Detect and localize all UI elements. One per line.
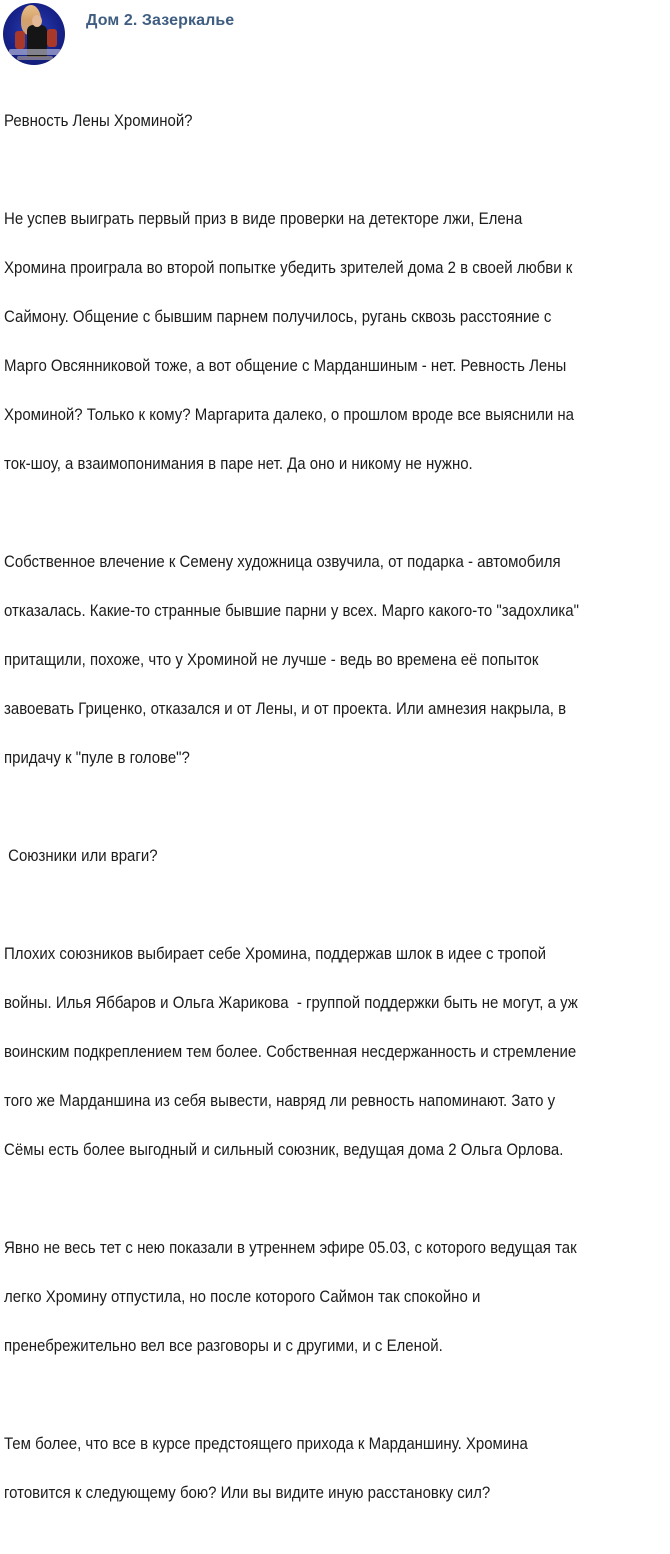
text-line: Плохих союзников выбирает себе Хромина, поддержав шлок в идее с тропой [4,944,546,963]
avatar-logo-subtext-icon [17,56,53,60]
text-line: Явно не весь тет с нею показали в утреннем эфире 05.03, с которого ведущая так [4,1238,577,1257]
avatar-chair-icon [15,31,25,49]
text-line: того же Марданшина из себя вывести, навряд ли ревность напоминают. Зато у [4,1091,556,1110]
paragraph-3 [4,917,668,1187]
post-header [0,0,670,70]
text-line: Не успев выиграть первый приз в виде проверки на детекторе лжи, Елена [4,209,523,228]
text-line: воинским подкреплением тем более. Собственная несдержанность и стремление [4,1042,577,1061]
text-line: завоевать Гриценко, отказался и от Лены, и от проекта. Или амнезия накрыла, в [4,699,567,718]
text-line: Тем более, что все в курсе предстоящего прихода к Марданшину. Хромина [4,1434,528,1453]
paragraph-2 [4,525,668,795]
article-title-text: Ревность Лены Хроминой? [4,111,193,130]
avatar-logo-text-icon [9,49,61,55]
avatar-figure-man-head-icon [32,15,42,27]
text-line: притащили, похоже, что у Хроминой не лучше - ведь во времена её попыток [4,650,539,669]
text-line: Хромина проиграла во второй попытке убедить зрителей дома 2 в своей любви к [4,258,573,277]
text-line: Собственное влечение к Семену художница озвучила, от подарка - автомобиля [4,552,561,571]
avatar-chair-icon [47,29,57,47]
text-line: ток-шоу, а взаимопонимания в паре нет. Да оно и никому не нужно. [4,454,473,473]
post-article [4,84,668,1554]
paragraph-1 [4,182,668,501]
group-avatar[interactable] [3,3,65,65]
text-line: Марго Овсянниковой тоже, а вот общение с Марданшиным - нет. Ревность Лены [4,356,567,375]
text-line: войны. Илья Яббаров и Ольга Жарикова - группой поддержки быть не могут, а уж [4,993,578,1012]
group-name-link[interactable]: Дом 2. Зазеркалье [86,12,235,29]
text-line: Хроминой? Только к кому? Маргарита далеко, о прошлом вроде все выяснили на [4,405,575,424]
text-line: легко Хромину отпустила, но после которого Саймон так спокойно и [4,1287,481,1306]
paragraph-4 [4,1211,668,1383]
text-line: отказалась. Какие-то странные бывшие парни у всех. Марго какого-то "задохлика" [4,601,579,620]
section-heading-text: Союзники или враги? [4,846,158,865]
text-line: придачу к "пуле в голове"? [4,748,190,767]
text-line: готовится к следующему бою? Или вы видите иную расстановку сил? [4,1483,491,1502]
article-title [4,84,668,158]
paragraph-5 [4,1407,668,1530]
text-line: пренебрежительно вел все разговоры и с другими, и с Еленой. [4,1336,443,1355]
text-line: Сёмы есть более выгодный и сильный союзник, ведущая дома 2 Ольга Орлова. [4,1140,564,1159]
section-heading [4,819,668,893]
text-line: Саймону. Общение с бывшим парнем получилось, ругань сквозь расстояние с [4,307,552,326]
